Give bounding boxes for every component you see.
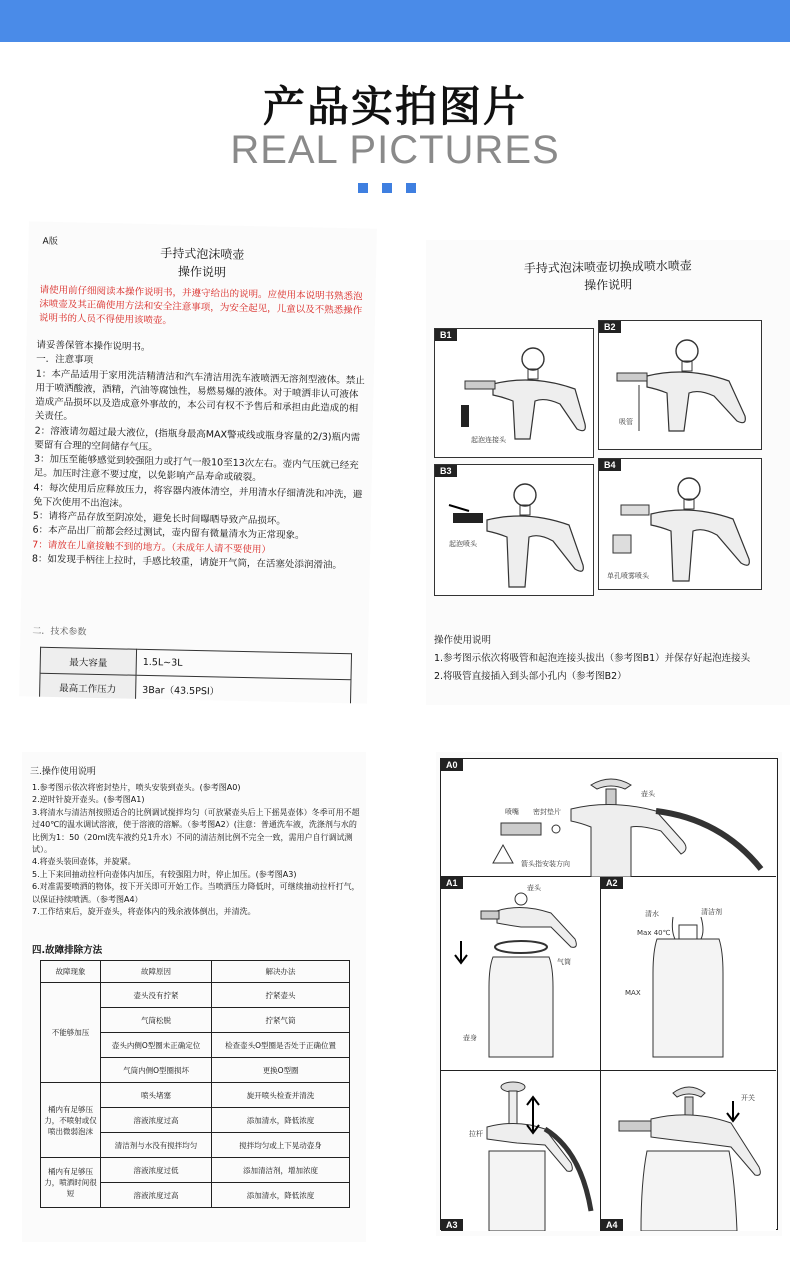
step-item: 2.逆时针旋开壶头。(参考图A1) [32, 795, 145, 805]
sprayer-illustration [435, 465, 595, 597]
step-item: 7.工作结束后，旋开壶头，将壶体内的残余液体倒出，并清洗。 [32, 906, 256, 916]
diagram-panel-b3: B3 起泡喷头 [434, 464, 594, 596]
table-row: 桶内有足够压力，喷洒时间很短 溶液浓度过低 添加清洁剂，增加浓度 [41, 1158, 350, 1183]
instruction-item: 1.参考图示依次将吸管和起泡连接头拔出（参考图B1）并保存好起泡连接头 [434, 653, 751, 665]
diagram-panel-b1: B1 起泡连接头 [434, 328, 594, 458]
note-item: 6：本产品出厂前都会经过测试，壶内留有微量清水为正常现象。 [32, 524, 305, 542]
spec-heading: 二．技术参数 [32, 626, 87, 638]
manual-photo-convert-sprayer [426, 240, 790, 705]
note-item: 7：请放在儿童接触不到的地方。（未成年人请不要使用） [32, 539, 272, 556]
table-row: 最大容量 1.5L~3L [40, 647, 351, 680]
step-item: 4.将壶头装回壶体，并旋紧。 [32, 857, 136, 867]
table-row: 桶内有足够压力，不喷射或仅喷出微弱泡沫 喷头堵塞 旋开喷头检查并清洗 [41, 1083, 350, 1108]
top-banner [0, 0, 790, 42]
operation-instructions: 操作使用说明 1.参考图示依次将吸管和起泡连接头拔出（参考图B1）并保存好起泡连接头 2.将吸管直接插入到头部小孔内（参考图B2） [434, 632, 784, 686]
diagram-frame [440, 758, 778, 1230]
note-item: 2：溶液请勿超过最大液位，(指瓶身最高MAX警戒线或瓶身容量的2/3)瓶内需要留有合理的空间储存气压。 [34, 425, 361, 453]
diagram-panel-a4: 开关 A4 [601, 1071, 776, 1231]
diagram-panel-a2: A2 清水 清洁剂 Max 40℃ MAX [601, 877, 776, 1071]
note-item: 8：如发现手柄往上拉时，手感比较重，请旋开气筒，在活塞处添润滑油。 [31, 553, 343, 571]
doc-title: 手持式泡沫喷壶切换成喷水喷壶 操作说明 [523, 258, 692, 293]
instruction-item: 2.将吸管直接插入到头部小孔内（参考图B2） [434, 671, 627, 683]
table-row: 气筒内侧O型圈损坏 更换O型圈 [41, 1058, 350, 1083]
table-row: 气筒松脱 拧紧气筒 [41, 1008, 350, 1033]
table-row: 溶液浓度过高 添加清水，降低浓度 [41, 1108, 350, 1133]
manual-photo-assembly-diagrams [436, 752, 782, 1236]
diagram-panel-a0: A0 喷嘴 密封垫片 壶头 箭头指安装方向 [441, 759, 776, 877]
note-item: 5：请将产品存放至阴凉处，避免长时间曝晒导致产品损坏。 [32, 510, 286, 527]
section-heading: 四.故障排除方法 [32, 945, 103, 956]
table-row: 不能够加压 壶头没有拧紧 拧紧壶头 [41, 983, 350, 1008]
sprayer-illustration [435, 329, 595, 459]
doc-notes: 请妥善保管本操作说明书。 一．注意事项 1：本产品适用于家用洗洁精清洁和汽车清洁用洗车液喷洒无溶剂型液体。禁止用于喷洒酸液，酒精，汽油等腐蚀性，易燃易爆的液体。对于喷洒非认可液体造成产品损坏以及造成意外事故的，本公司有权不予售后和承担由此造成的相关责任。 2：溶液请勿超过最大液位，(指瓶身最高MAX警戒线或瓶身容量的2/3)瓶内需要留有合理的空间储存气压。 3：加压至能够感觉到较强阻力或打气一般10至13次左右。壶内气压就已经充足。加压时注意不要过度，以免影响产品寿命或破裂。 4：每次使用后应释放压力，将容器内液体清空，并用清水仔细清洗和冲洗，避免下次使用不出泡沫。 5：请将产品存放至阴凉处，避免长时间曝晒导致产品损坏。 6：本产品出厂前都会经过测试，壶内留有微量清水为正常现象。 7：请放在儿童接触不到的地方。（未成年人请不要使用） 8：如发现手柄往上拉时，手感比较重，请旋开气筒，在活塞处添润滑油。 [32, 339, 369, 574]
sprayer-illustration [441, 759, 776, 877]
step-item: 3.将清水与清洁剂按照适合的比例调试搅拌均匀（可放紧壶头后上下摇晃壶体）冬季可用不超过40℃的温水调试溶液，使于溶液的溶解。（参考图A2）(注意：普通洗车液，洗涤剂与水的比例为1：50（20ml洗车液约兑1升水）不同的清洁剂比例不完全一致，需用户自行调试测试）。 [32, 807, 360, 854]
table-header-row: 故障现象 故障原因 解决办法 [41, 961, 350, 983]
diagram-panel-b2: B2 吸管 [598, 320, 762, 450]
manual-photo-operation-troubleshooting [22, 752, 366, 1242]
table-row: 最高工作压力 3Bar（43.5PSI） [40, 673, 351, 703]
manual-photo-foam-sprayer [19, 221, 377, 703]
doc-warning: 请使用前仔细阅读本操作说明书，并遵守给出的说明。应使用本说明书熟悉泡沫喷壶及其正确使用方法和安全注意事项，为安全起见，儿童以及不熟悉操作说明书的人员不得使用该喷壶。 [38, 284, 363, 326]
step-item: 5.上下来回抽动拉杆向壶体内加压，有较强阻力时，停止加压。(参考图A3) [32, 869, 297, 879]
title-divider-dots [358, 183, 416, 193]
sprayer-illustration [599, 321, 763, 451]
doc-version: A版 [42, 236, 58, 248]
table-row: 清洁剂与水没有搅拌均匀 搅拌均匀或上下晃动壶身 [41, 1133, 350, 1158]
table-row: 溶液浓度过高 添加清水，降低浓度 [41, 1183, 350, 1208]
step-item: 6.对准需要喷洒的物体，按下开关即可开始工作。当喷洒压力降低时，可继续抽动拉杆打气，以保证持续喷洒。（参考图A4） [32, 882, 360, 904]
note-item: 1：本产品适用于家用洗洁精清洁和汽车清洁用洗车液喷洒无溶剂型液体。禁止用于喷洒酸液，酒精，汽油等腐蚀性，易燃易爆的液体。对于喷洒非认可液体造成产品损坏以及造成意外事故的，本公司有权不予售后和承担由此造成的相关责任。 [34, 368, 365, 423]
page-subtitle: REAL PICTURES [230, 128, 560, 172]
troubleshooting-table [40, 960, 350, 1208]
step-item: 1.参考图示依次将密封垫片，喷头安装到壶头。(参考图A0) [32, 783, 241, 792]
bottle-illustration [601, 877, 776, 1071]
sprayer-illustration [441, 1071, 601, 1231]
table-row: 壶头内侧O型圈未正确定位 检查壶头O型圈是否处于正确位置 [41, 1033, 350, 1058]
operation-steps [32, 782, 362, 918]
note-item: 3：加压至能够感觉到较强阻力或打气一般10至13次左右。壶内气压就已经充足。加压时注意不要过度，以免影响产品寿命或破裂。 [33, 453, 359, 484]
diagram-panel-a3: 拉杆 A3 [441, 1071, 601, 1231]
diagram-panel-b4: B4 单孔喷雾喷头 [598, 458, 762, 590]
section-heading: 三.操作使用说明 [30, 767, 96, 777]
page-title: 产品实拍图片 [262, 82, 527, 131]
spec-table [39, 647, 352, 704]
note-item: 4：每次使用后应释放压力，将容器内液体清空，并用清水仔细清洗和冲洗，避免下次使用不出泡沫。 [33, 482, 363, 510]
diagram-panel-a1: A1 壶头 气筒 壶身 [441, 877, 601, 1071]
doc-title: 手持式泡沫喷壶 操作说明 [160, 246, 245, 280]
